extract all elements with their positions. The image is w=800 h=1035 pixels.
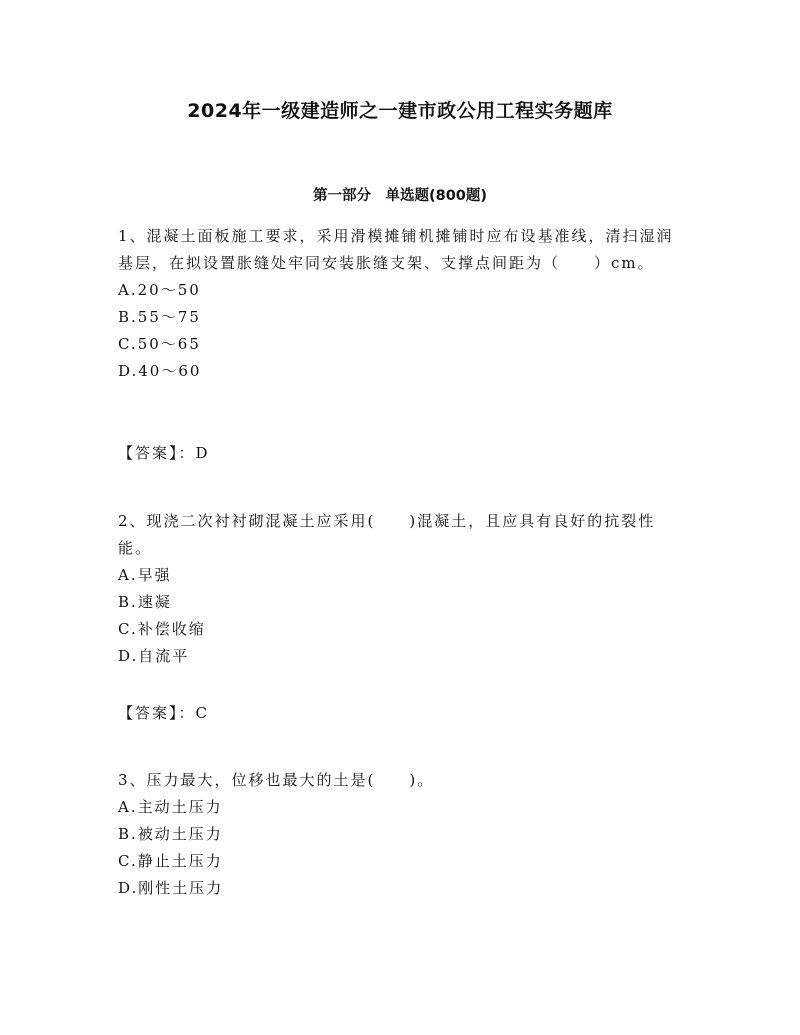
answer-1: 【答案】：D	[118, 444, 210, 462]
option-a: A.早强	[118, 566, 172, 584]
question-stem: 3、压力最大，位移也最大的土是( )。	[118, 771, 435, 789]
document-title: 2024年一级建造师之一建市政公用工程实务题库	[187, 100, 613, 122]
option-c: C.50～65	[118, 335, 201, 353]
question-stem: 2、现浇二次衬衬砌混凝土应采用( )混凝土，且应具有良好的抗裂性能。	[118, 512, 656, 557]
question-1	[118, 223, 688, 385]
option-b: B.速凝	[118, 593, 172, 611]
option-d: D.刚性土压力	[118, 879, 224, 897]
section-heading: 第一部分 单选题(800题)	[312, 188, 488, 204]
option-d: D.自流平	[118, 647, 190, 665]
option-d: D.40～60	[118, 362, 202, 380]
option-c: C.补偿收缩	[118, 620, 206, 638]
option-b: B.55～75	[118, 308, 201, 326]
question-3	[118, 767, 688, 902]
option-b: B.被动土压力	[118, 825, 223, 843]
option-a: A.主动土压力	[118, 798, 223, 816]
question-2	[118, 508, 688, 670]
answer-2: 【答案】：C	[118, 704, 209, 722]
question-stem: 1、混凝土面板施工要求，采用滑模摊铺机摊铺时应布设基准线，清扫湿润基层，在拟设置胀缝处牢同安装胀缝支架、支撑点间距为（ ）cm。	[118, 227, 674, 272]
option-c: C.静止土压力	[118, 852, 223, 870]
option-a: A.20～50	[118, 281, 201, 299]
